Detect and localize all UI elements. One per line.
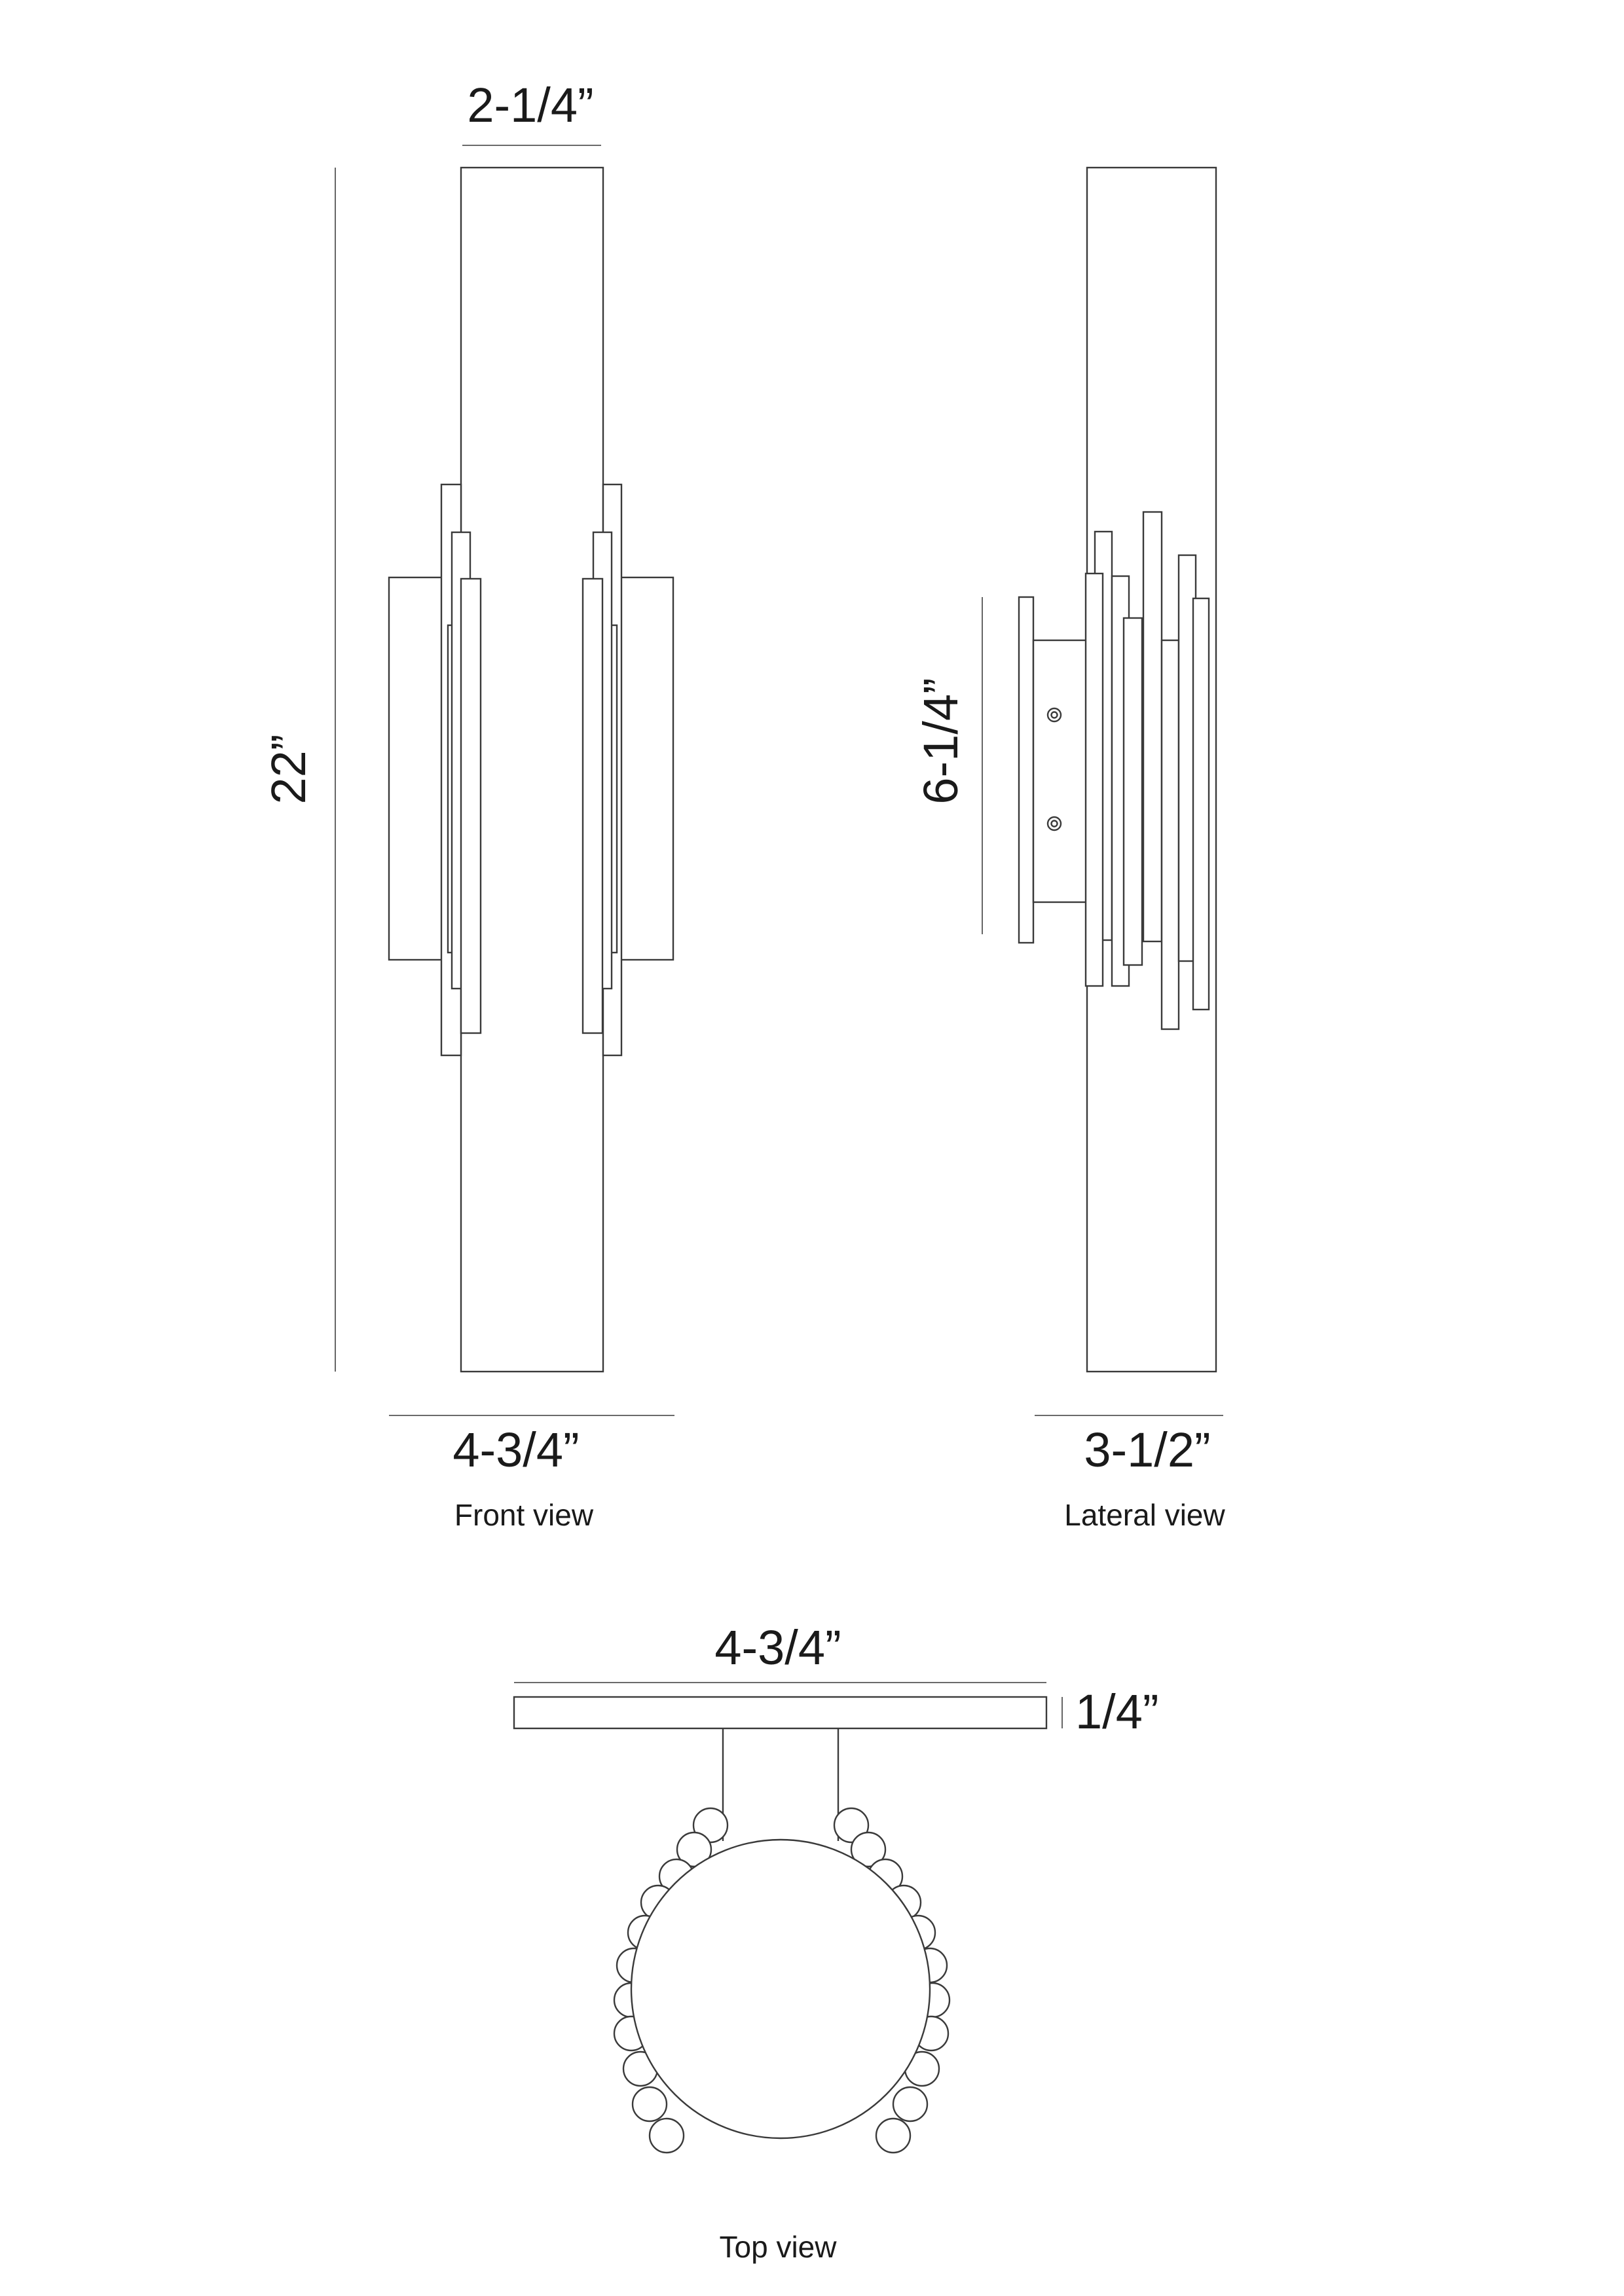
front-right-bar-front [583,579,602,1033]
top-view [514,1620,1159,2264]
top-diffuser-circle [631,1840,930,2138]
top-plate-thickness-label: 1/4” [1075,1685,1159,1739]
lateral-depth-label: 3-1/2” [1084,1423,1211,1477]
front-view-caption: Front view [454,1498,594,1532]
top-bar-circle [876,2119,910,2153]
front-bottom-width-label: 4-3/4” [452,1423,580,1477]
lateral-bar-5 [1143,512,1162,941]
top-view-caption: Top view [719,2230,837,2264]
lateral-bar-6 [1162,640,1179,1029]
top-bar-circle [650,2119,684,2153]
lateral-bar-8 [1193,598,1209,1010]
top-bar-circle [893,2087,927,2121]
front-view [261,78,674,1532]
lateral-screw-bottom-inner [1052,821,1058,827]
lateral-wall-plate [1019,597,1033,943]
lateral-view [913,168,1226,1532]
front-top-width-label: 2-1/4” [467,78,594,132]
lateral-bar-2 [1086,574,1103,986]
top-wall-plate [514,1697,1046,1728]
lateral-backplate-height-label: 6-1/4” [913,678,968,805]
lateral-screw-top-inner [1052,712,1058,718]
front-diffuser-cylinder [461,168,603,1372]
lateral-mounting-block [1033,640,1087,902]
front-left-bar-front [461,579,481,1033]
lateral-view-caption: Lateral view [1064,1498,1225,1532]
top-bar-circle [633,2087,667,2121]
front-height-label: 22” [261,734,316,805]
lateral-bar-4 [1124,618,1142,965]
top-width-label: 4-3/4” [714,1620,841,1675]
